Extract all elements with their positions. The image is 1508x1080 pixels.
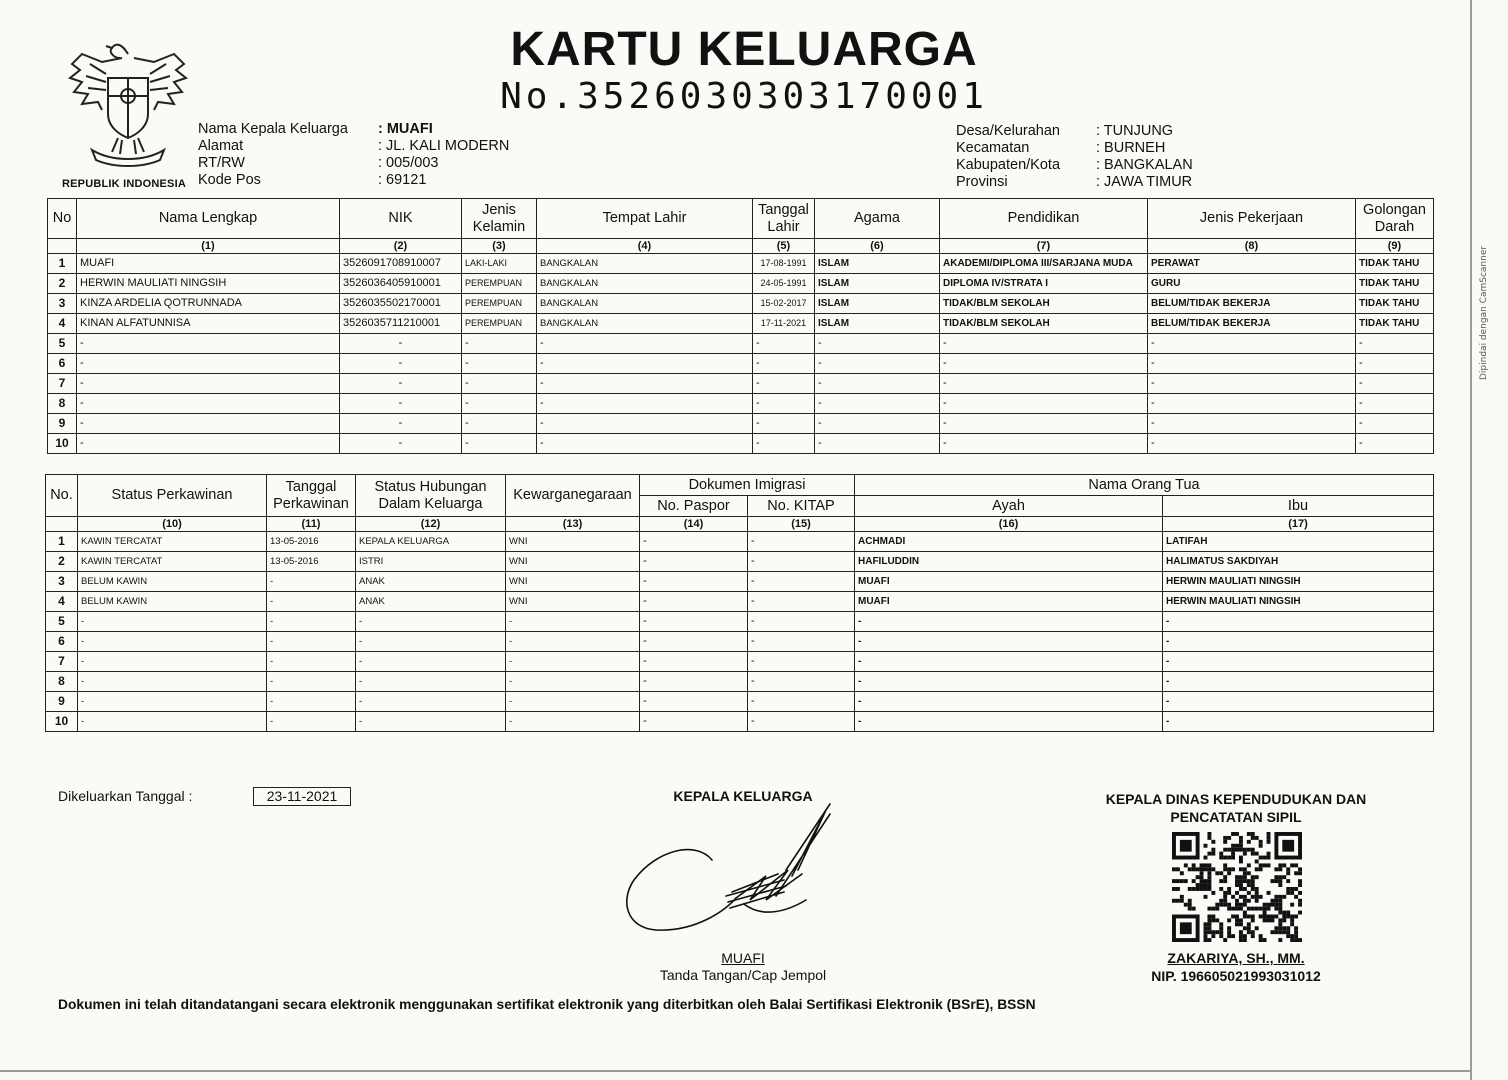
table-cell: - — [855, 692, 1163, 712]
col-header-mother: Ibu — [1163, 496, 1434, 517]
table-cell: - — [462, 374, 537, 394]
table-row — [46, 592, 1434, 612]
table-header-row — [48, 199, 1434, 239]
col-index — [46, 517, 78, 532]
table-row — [46, 632, 1434, 652]
col-index: (6) — [815, 239, 940, 254]
table-cell: ISLAM — [815, 314, 940, 334]
paper-bottom-edge — [0, 1070, 1470, 1072]
table-cell: - — [1163, 632, 1434, 652]
table-cell: - — [1148, 434, 1356, 454]
table-row — [46, 612, 1434, 632]
table-cell: 4 — [48, 314, 77, 334]
table-cell: - — [640, 692, 748, 712]
table-cell: ACHMADI — [855, 532, 1163, 552]
table-cell: 6 — [46, 632, 78, 652]
table-cell: - — [356, 612, 506, 632]
table-cell: BANGKALAN — [537, 294, 753, 314]
table-cell: - — [462, 354, 537, 374]
table-cell: - — [77, 334, 340, 354]
col-index: (4) — [537, 239, 753, 254]
col-header-gender: Jenis Kelamin — [462, 199, 537, 239]
info-row-rt-rw — [198, 155, 509, 172]
table-header-row — [46, 475, 1434, 496]
table-cell: 5 — [46, 612, 78, 632]
table-cell: BANGKALAN — [537, 254, 753, 274]
table-cell: 15-02-2017 — [753, 294, 815, 314]
issued-date-label: Dikeluarkan Tanggal : — [58, 788, 193, 804]
col-index: (5) — [753, 239, 815, 254]
table-cell: - — [855, 652, 1163, 672]
table-cell: ANAK — [356, 572, 506, 592]
table-cell: - — [815, 354, 940, 374]
table-cell: - — [1356, 414, 1434, 434]
electronic-signature-note: Dokumen ini telah ditandatangani secara elektronik menggunakan sertifikat elektronik yang diterbitkan oleh Balai Sertifikasi Elektronik (BSrE), BSSN — [58, 997, 1036, 1012]
table-cell: 5 — [48, 334, 77, 354]
table-cell: - — [356, 692, 506, 712]
table-cell: PEREMPUAN — [462, 314, 537, 334]
table-row — [48, 354, 1434, 374]
table-cell: - — [748, 572, 855, 592]
table-row — [46, 652, 1434, 672]
table-cell: - — [537, 354, 753, 374]
table-cell: 10 — [46, 712, 78, 732]
table-cell: - — [340, 354, 462, 374]
table-cell: LAKI-LAKI — [462, 254, 537, 274]
info-label: Nama Kepala Keluarga — [198, 121, 348, 137]
info-label: Kecamatan — [956, 140, 1030, 156]
table-cell: 10 — [48, 434, 77, 454]
col-index: (13) — [506, 517, 640, 532]
info-row-regency — [956, 157, 1193, 174]
table-cell: - — [506, 672, 640, 692]
col-index: (17) — [1163, 517, 1434, 532]
table-cell: - — [640, 572, 748, 592]
table-cell: TIDAK/BLM SEKOLAH — [940, 314, 1148, 334]
table-cell: 4 — [46, 592, 78, 612]
table-cell: 13-05-2016 — [267, 552, 356, 572]
header-info-right — [956, 123, 1193, 191]
col-index: (7) — [940, 239, 1148, 254]
table-cell: TIDAK TAHU — [1356, 314, 1434, 334]
table-cell: ISLAM — [815, 254, 940, 274]
table-cell: BELUM/TIDAK BEKERJA — [1148, 314, 1356, 334]
info-value: : 69121 — [378, 172, 427, 188]
table-cell: - — [506, 612, 640, 632]
table-cell: PEREMPUAN — [462, 274, 537, 294]
table-cell: - — [640, 672, 748, 692]
col-header-parents: Nama Orang Tua — [855, 475, 1434, 496]
table-cell: - — [78, 632, 267, 652]
official-signature-title: KEPALA DINAS KEPENDUDUKAN DAN PENCATATAN SIPIL — [1105, 791, 1367, 825]
table-cell: BELUM/TIDAK BEKERJA — [1148, 294, 1356, 314]
table-cell: - — [640, 552, 748, 572]
family-head-signature-title: KEPALA KELUARGA — [673, 788, 813, 804]
col-header-nik: NIK — [340, 199, 462, 239]
table-cell: - — [267, 712, 356, 732]
info-value: : TUNJUNG — [1096, 123, 1174, 139]
table-cell: - — [640, 612, 748, 632]
emblem-caption: REPUBLIK INDONESIA — [62, 178, 186, 190]
table-cell: - — [1356, 434, 1434, 454]
table-cell: - — [748, 592, 855, 612]
table-cell: - — [748, 632, 855, 652]
table-cell: - — [356, 672, 506, 692]
table-cell: - — [1163, 692, 1434, 712]
document-title: KARTU KELUARGA — [510, 23, 978, 76]
table-cell: BANGKALAN — [537, 274, 753, 294]
table-cell: - — [815, 434, 940, 454]
table-cell: - — [855, 632, 1163, 652]
family-card-number: No.3526030303170001 — [500, 76, 988, 117]
table-cell: - — [1163, 712, 1434, 732]
table-cell: - — [340, 394, 462, 414]
table-cell: TIDAK/BLM SEKOLAH — [940, 294, 1148, 314]
col-header-kitap-no: No. KITAP — [748, 496, 855, 517]
table-cell: ANAK — [356, 592, 506, 612]
col-index: (1) — [77, 239, 340, 254]
col-header-father: Ayah — [855, 496, 1163, 517]
table-cell: 3 — [46, 572, 78, 592]
table-index-row — [46, 517, 1434, 532]
table-cell: KAWIN TERCATAT — [78, 552, 267, 572]
col-header-education: Pendidikan — [940, 199, 1148, 239]
table-cell: - — [267, 672, 356, 692]
table-cell: TIDAK TAHU — [1356, 254, 1434, 274]
table-cell: ISTRI — [356, 552, 506, 572]
table-cell: - — [940, 334, 1148, 354]
table-cell: - — [1148, 374, 1356, 394]
col-header-occupation: Jenis Pekerjaan — [1148, 199, 1356, 239]
table-cell: - — [1356, 374, 1434, 394]
table-cell: - — [1163, 612, 1434, 632]
info-value: : JAWA TIMUR — [1096, 174, 1193, 190]
table-cell: TIDAK TAHU — [1356, 294, 1434, 314]
table-cell: - — [640, 652, 748, 672]
info-value: : MUAFI — [378, 121, 433, 137]
table-cell: GURU — [1148, 274, 1356, 294]
table-row — [46, 572, 1434, 592]
info-row-postal-code — [198, 172, 509, 189]
table-cell: - — [1163, 652, 1434, 672]
table-cell: HALIMATUS SAKDIYAH — [1163, 552, 1434, 572]
table-cell: - — [640, 532, 748, 552]
table-cell: - — [506, 712, 640, 732]
table-cell: 2 — [46, 552, 78, 572]
col-index — [48, 239, 77, 254]
table-cell: - — [753, 334, 815, 354]
info-label: RT/RW — [198, 155, 245, 171]
table-cell: - — [506, 692, 640, 712]
col-header-no: No — [48, 199, 77, 239]
table-row — [48, 334, 1434, 354]
table-cell: - — [640, 632, 748, 652]
info-row-province — [956, 174, 1193, 191]
table-row — [48, 274, 1434, 294]
table-cell: - — [640, 592, 748, 612]
table-cell: - — [640, 712, 748, 732]
table-cell: - — [748, 672, 855, 692]
table-cell: HERWIN MAULIATI NINGSIH — [1163, 592, 1434, 612]
table-cell: - — [1356, 334, 1434, 354]
table-cell: DIPLOMA IV/STRATA I — [940, 274, 1148, 294]
col-header-citizenship: Kewarganegaraan — [506, 475, 640, 517]
table-cell: KINZA ARDELIA QOTRUNNADA — [77, 294, 340, 314]
table-cell: - — [1356, 354, 1434, 374]
table-cell: - — [855, 612, 1163, 632]
table-cell: - — [78, 692, 267, 712]
table-cell: - — [462, 414, 537, 434]
table-row — [46, 712, 1434, 732]
paper-edge — [1470, 0, 1472, 1080]
info-row-head-name — [198, 121, 509, 138]
col-index: (12) — [356, 517, 506, 532]
table-cell: - — [356, 652, 506, 672]
header-info-left — [198, 121, 509, 189]
info-label: Kode Pos — [198, 172, 261, 188]
table-cell: 6 — [48, 354, 77, 374]
qr-code-icon — [1172, 832, 1302, 942]
table-cell: MUAFI — [855, 572, 1163, 592]
table-cell: - — [78, 672, 267, 692]
table-cell: ISLAM — [815, 274, 940, 294]
table-cell: 8 — [46, 672, 78, 692]
table-cell: 17-11-2021 — [753, 314, 815, 334]
table-cell: 1 — [48, 254, 77, 274]
table-cell: - — [462, 434, 537, 454]
table-cell: - — [77, 394, 340, 414]
table-cell: - — [855, 712, 1163, 732]
col-header-full-name: Nama Lengkap — [77, 199, 340, 239]
col-header-birthdate: Tanggal Lahir — [753, 199, 815, 239]
info-row-address — [198, 138, 509, 155]
table-cell: MUAFI — [77, 254, 340, 274]
table-cell: - — [753, 414, 815, 434]
table-cell: - — [78, 652, 267, 672]
table-cell: - — [940, 414, 1148, 434]
table-cell: PERAWAT — [1148, 254, 1356, 274]
table-row — [46, 552, 1434, 572]
info-value: : JL. KALI MODERN — [378, 138, 510, 154]
table-cell: BANGKALAN — [537, 314, 753, 334]
table-cell: KEPALA KELUARGA — [356, 532, 506, 552]
table-row — [48, 434, 1434, 454]
col-header-religion: Agama — [815, 199, 940, 239]
table-cell: - — [748, 552, 855, 572]
table-cell: - — [1163, 672, 1434, 692]
table-cell: - — [753, 394, 815, 414]
table-cell: - — [1148, 414, 1356, 434]
table-cell: - — [340, 374, 462, 394]
table-cell: - — [462, 394, 537, 414]
table-cell: WNI — [506, 592, 640, 612]
table-cell: MUAFI — [855, 592, 1163, 612]
table-cell: - — [267, 592, 356, 612]
table-cell: - — [267, 632, 356, 652]
table-cell: - — [855, 672, 1163, 692]
info-label: Desa/Kelurahan — [956, 123, 1060, 139]
col-index: (14) — [640, 517, 748, 532]
table-cell: 1 — [46, 532, 78, 552]
scanner-watermark: Dipindai dengan CamScanner — [1479, 245, 1489, 380]
table-row — [46, 692, 1434, 712]
table-cell: 3526091708910007 — [340, 254, 462, 274]
table-cell: - — [748, 712, 855, 732]
info-value: : BANGKALAN — [1096, 157, 1193, 173]
table-cell: - — [748, 652, 855, 672]
table-cell: - — [815, 374, 940, 394]
col-header-passport-no: No. Paspor — [640, 496, 748, 517]
table-cell: HAFILUDDIN — [855, 552, 1163, 572]
table-cell: 8 — [48, 394, 77, 414]
table-row — [46, 672, 1434, 692]
col-index: (15) — [748, 517, 855, 532]
table-cell: - — [78, 712, 267, 732]
col-header-no: No. — [46, 475, 78, 517]
table-cell: LATIFAH — [1163, 532, 1434, 552]
table-cell: 7 — [46, 652, 78, 672]
table-row — [48, 294, 1434, 314]
col-header-immigration-docs: Dokumen Imigrasi — [640, 475, 855, 496]
info-value: : BURNEH — [1096, 140, 1166, 156]
col-index: (9) — [1356, 239, 1434, 254]
table-cell: - — [506, 652, 640, 672]
table-cell: - — [537, 334, 753, 354]
table-cell: 7 — [48, 374, 77, 394]
table-cell: - — [940, 434, 1148, 454]
info-row-district — [956, 140, 1193, 157]
table-cell: - — [77, 414, 340, 434]
table-cell: WNI — [506, 572, 640, 592]
table-cell: AKADEMI/DIPLOMA III/SARJANA MUDA — [940, 254, 1148, 274]
table-cell: 9 — [46, 692, 78, 712]
table-cell: - — [340, 414, 462, 434]
table-row — [48, 374, 1434, 394]
table-row — [48, 254, 1434, 274]
table-cell: 3526035711210001 — [340, 314, 462, 334]
members-table — [47, 198, 1434, 454]
info-label: Kabupaten/Kota — [956, 157, 1061, 173]
table-cell: - — [267, 652, 356, 672]
table-cell: - — [748, 532, 855, 552]
col-index: (2) — [340, 239, 462, 254]
official-name: ZAKARIYA, SH., MM. — [1167, 950, 1305, 966]
table-cell: 3 — [48, 294, 77, 314]
col-index: (3) — [462, 239, 537, 254]
official-nip: NIP. 196605021993031012 — [1151, 968, 1321, 984]
table-row — [48, 314, 1434, 334]
col-header-birthplace: Tempat Lahir — [537, 199, 753, 239]
table-row — [46, 532, 1434, 552]
info-label: Alamat — [198, 138, 244, 154]
table-cell: - — [753, 374, 815, 394]
table-cell: KINAN ALFATUNNISA — [77, 314, 340, 334]
table-cell: WNI — [506, 532, 640, 552]
table-cell: - — [356, 712, 506, 732]
table-cell: - — [77, 434, 340, 454]
table-cell: HERWIN MAULIATI NINGSIH — [1163, 572, 1434, 592]
col-header-marriage-date: Tanggal Perkawinan — [267, 475, 356, 517]
info-label: Provinsi — [956, 174, 1008, 190]
table-cell: - — [940, 394, 1148, 414]
table-cell: - — [815, 394, 940, 414]
table-cell: 13-05-2016 — [267, 532, 356, 552]
table-cell: - — [753, 434, 815, 454]
table-cell: - — [267, 572, 356, 592]
handwritten-signature — [616, 800, 836, 940]
table-cell: - — [815, 334, 940, 354]
table-index-row — [48, 239, 1434, 254]
table-cell: - — [940, 354, 1148, 374]
table-cell: 2 — [48, 274, 77, 294]
table-cell: - — [537, 414, 753, 434]
table-cell: WNI — [506, 552, 640, 572]
table-cell: - — [537, 434, 753, 454]
family-head-name: MUAFI — [721, 950, 765, 966]
table-cell: HERWIN MAULIATI NINGSIH — [77, 274, 340, 294]
col-index: (11) — [267, 517, 356, 532]
table-cell: - — [815, 414, 940, 434]
col-header-family-relation: Status Hubungan Dalam Keluarga — [356, 475, 506, 517]
table-cell: 24-05-1991 — [753, 274, 815, 294]
table-cell: - — [748, 692, 855, 712]
table-cell: - — [78, 612, 267, 632]
table-cell: - — [267, 692, 356, 712]
table-cell: - — [1356, 394, 1434, 414]
col-header-marital-status: Status Perkawinan — [78, 475, 267, 517]
info-value: : 005/003 — [378, 155, 439, 171]
col-index: (10) — [78, 517, 267, 532]
relations-table — [45, 474, 1434, 732]
table-cell: - — [748, 612, 855, 632]
table-cell: - — [340, 434, 462, 454]
table-row — [48, 414, 1434, 434]
table-cell: BELUM KAWIN — [78, 592, 267, 612]
table-cell: - — [753, 354, 815, 374]
signature-caption: Tanda Tangan/Cap Jempol — [659, 967, 827, 983]
table-cell: - — [1148, 334, 1356, 354]
table-cell: KAWIN TERCATAT — [78, 532, 267, 552]
table-cell: - — [537, 394, 753, 414]
table-cell: 3526035502170001 — [340, 294, 462, 314]
table-cell: PEREMPUAN — [462, 294, 537, 314]
table-cell: - — [506, 632, 640, 652]
table-cell: - — [77, 354, 340, 374]
table-cell: - — [1148, 394, 1356, 414]
table-cell: - — [356, 632, 506, 652]
table-cell: ISLAM — [815, 294, 940, 314]
table-cell: - — [1148, 354, 1356, 374]
table-cell: - — [267, 612, 356, 632]
col-index: (16) — [855, 517, 1163, 532]
table-cell: - — [537, 374, 753, 394]
table-cell: - — [340, 334, 462, 354]
col-index: (8) — [1148, 239, 1356, 254]
table-cell: TIDAK TAHU — [1356, 274, 1434, 294]
table-cell: BELUM KAWIN — [78, 572, 267, 592]
table-cell: 9 — [48, 414, 77, 434]
table-cell: - — [77, 374, 340, 394]
table-cell: 17-08-1991 — [753, 254, 815, 274]
col-header-blood-type: Golongan Darah — [1356, 199, 1434, 239]
table-cell: 3526036405910001 — [340, 274, 462, 294]
table-row — [48, 394, 1434, 414]
table-cell: - — [462, 334, 537, 354]
table-cell: - — [940, 374, 1148, 394]
info-row-village — [956, 123, 1193, 140]
issued-date-value: 23-11-2021 — [253, 787, 351, 806]
